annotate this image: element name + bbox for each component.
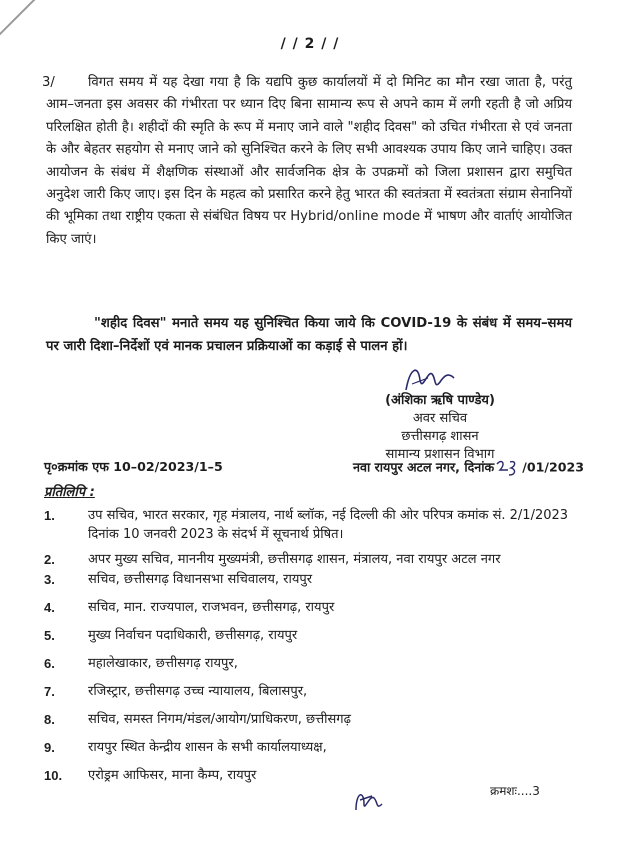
list-item: 5. मुख्य निर्वाचन पदाधिकारी, छत्तीसगढ़, रायपुर — [44, 628, 298, 643]
list-item: 2. अपर मुख्य सचिव, माननीय मुख्यमंत्री, छत्तीसगढ़ शासन, मंत्रालय, नवा रायपुर अटल नगर — [44, 552, 501, 567]
signatory-designation: अवर सचिव — [412, 411, 468, 426]
signatory-government: छत्तीसगढ़ शासन — [401, 429, 479, 444]
handwritten-date-icon — [494, 458, 522, 478]
date-suffix: /01/2023 — [522, 459, 584, 475]
place-date-prefix: नवा रायपुर अटल नगर, दिनांक — [353, 459, 495, 475]
paragraph-3 — [42, 72, 572, 251]
signatory-name: (अंशिका ऋषि पाण्डेय) — [385, 393, 495, 408]
signatory-department: सामान्य प्रशासन विभाग — [385, 447, 495, 462]
list-item: 7. रजिस्ट्रार, छत्तीसगढ़ उच्च न्यायालय, बिलासपुर, — [44, 684, 308, 699]
list-item: 6. महालेखाकार, छत्तीसगढ़ रायपुर, — [44, 656, 238, 671]
list-item: 1. उप सचिव, भारत सरकार, गृह मंत्रालय, नार्थ ब्लॉक, नई दिल्ली की ओर परिपत्र कमांक सं. 2/1/2023 दिनांक 10 जनवरी 2023 के संदर्भ में सूचनार्थ प्रेषित। — [44, 508, 569, 542]
list-item: 8. सचिव, समस्त निगम/मंडल/आयोग/प्राधिकरण, छत्तीसगढ़ — [44, 712, 351, 727]
reference-line — [44, 458, 584, 478]
signatory-block — [360, 392, 520, 464]
paragraph-3-text: विगत समय में यह देखा गया है कि यद्यपि कुछ कार्यालयों में दो मिनिट का मौन रखा जाता है, परंतु आम–जनता इस अवसर की गंभीरता पर ध्यान दिए बिना सामान्य रूप से अपने काम में लगी रहती है जो अप्रिय परिलक्षित होती है। शहीदों की स्मृति के रूप में मनाए जाने वाले "शहीद दिवस" को उचित गंभीरता से एवं जनता के और बेहतर सहयोग से मनाए जाने को सुनिश्चित करने के लिए सभी आवश्यक उपाय किए जाने चाहिए। उक्त आयोजन के संबंध में शैक्षणिक संस्थाओं और सार्वजनिक क्षेत्र के उपक्रमों को जिला प्रशासन द्वारा समुचित अनुदेश जारी किए जाए। इस दिन के महत्व को प्रसारित करने हेतु भारत की स्वतंत्रता में स्वतंत्रता संग्राम सेनानियों की भूमिका तथा राष्ट्रीय एकता से संबंधित विषय पर Hybrid/online mode में भाषण और वार्ताएं आयोजित किए जाएं। — [46, 75, 572, 247]
reference-number: पृ०क्रमांक एफ 10–02/2023/1–5 — [44, 459, 223, 474]
initials-icon — [350, 784, 390, 818]
list-item: 10. एरोड्रम आफिसर, माना कैम्प, रायपुर — [44, 768, 257, 783]
covid-instruction-paragraph: "शहीद दिवस" मनाते समय यह सुनिश्चित किया जाये कि COVID-19 के संबंध में समय–समय पर जारी दिशा–निर्देशों एवं मानक प्रचालन प्रक्रियाओं का कड़ाई से पालन हों। — [46, 316, 572, 354]
copy-recipient-list — [44, 506, 584, 785]
list-item: 3. सचिव, छत्तीसगढ़ विधानसभा सचिवालय, रायपुर — [44, 572, 313, 587]
paragraph-number: 3/ — [42, 75, 55, 90]
continued-label: क्रमशः....3 — [490, 784, 540, 798]
list-item: 4. सचिव, मान. राज्यपाल, राजभवन, छत्तीसगढ़, रायपुर — [44, 600, 335, 615]
place-date — [353, 458, 584, 478]
copy-heading: प्रतिलिपि : — [44, 485, 95, 500]
list-item: 9. रायपुर स्थित केन्द्रीय शासन के सभी कार्यालयाध्यक्ष, — [44, 740, 327, 755]
page-number: / / 2 / / — [280, 36, 340, 52]
